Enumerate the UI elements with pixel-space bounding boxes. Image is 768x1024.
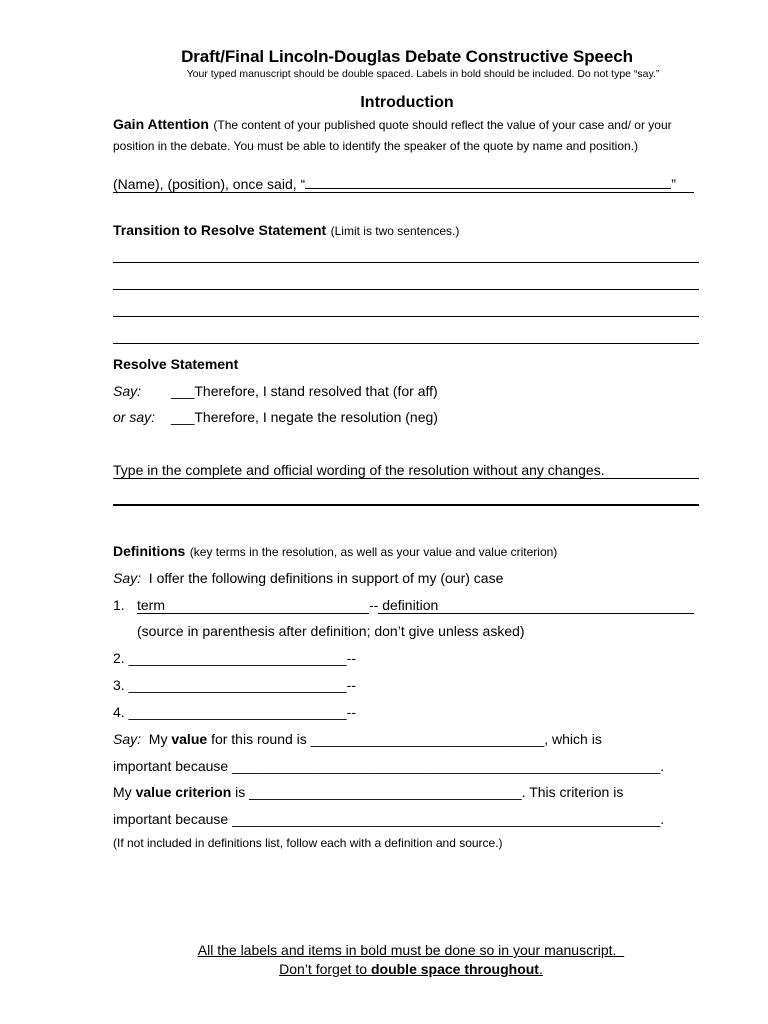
definition-item-3: 3. ____________________________--	[113, 677, 356, 693]
criterion-my: My	[113, 784, 132, 800]
definition-item-2: 2. ____________________________--	[113, 650, 356, 666]
footer-line-2-bold: double space throughout	[370, 961, 539, 977]
resolve-neg-text: ___Therefore, I negate the resolution (neg)	[171, 409, 438, 425]
definitions-note: (key terms in the resolution, as well as your value and value criterion)	[189, 545, 558, 559]
resolution-instruction: Type in the complete and official wording of the resolution without any changes.	[113, 462, 605, 478]
resolve-aff-line	[113, 383, 438, 399]
transition-label: Transition to Resolve Statement	[113, 222, 327, 238]
transition-heading	[113, 222, 459, 240]
value-for-round: for this round is ______________________________, which is	[211, 731, 602, 747]
quote-blank	[305, 188, 671, 189]
page-title: Draft/Final Lincoln-Douglas Debate Constructive Speech	[181, 47, 633, 66]
resolve-neg-line	[113, 409, 438, 425]
resolve-say-label: Say:	[113, 383, 142, 399]
quote-prefix: (Name), (position), once said, “	[113, 176, 306, 192]
footer-line-1	[0, 942, 768, 958]
value-criterion-note: (If not included in definitions list, follow each with a definition and source.)	[113, 836, 503, 850]
quote-suffix: ”	[671, 176, 676, 192]
criterion-rest: is ___________________________________. This criterion is	[235, 784, 624, 800]
definition-term-blank	[137, 597, 369, 614]
resolution-underline-2	[113, 504, 699, 506]
footer-line-2-prefix: Don’t forget to	[279, 961, 371, 977]
footer-line-2-suffix: .	[538, 961, 543, 977]
footer-line-1-text: All the labels and items in bold must be done so in your manuscript.	[197, 942, 617, 958]
gain-attention-note-1: (The content of your published quote should reflect the value of your case and/ or your	[213, 118, 672, 132]
page-subtitle: Your typed manuscript should be double spaced. Labels in bold should be included. Do not type “say.”	[186, 68, 660, 80]
gain-attention-note-2: position in the debate. You must be able to identify the speaker of the quote by name and position.)	[113, 139, 639, 153]
definition-item-4: 4. ____________________________--	[113, 704, 356, 720]
resolve-aff-text: ___Therefore, I stand resolved that (for aff)	[171, 383, 438, 399]
definitions-label: Definitions	[113, 543, 186, 559]
definition-def-blank	[378, 597, 694, 614]
definitions-say-label: Say:	[113, 570, 142, 586]
definition-separator: --	[369, 597, 379, 613]
resolve-statement-label: Resolve Statement	[113, 356, 239, 372]
gain-attention-label: Gain Attention	[113, 116, 209, 132]
value-say-label: Say:	[113, 731, 142, 747]
value-important-line: important because _______________________________________________________.	[113, 758, 665, 774]
transition-line-4	[113, 343, 699, 344]
definition-term-label: term	[137, 597, 165, 613]
resolve-or-say-label: or say:	[113, 409, 156, 425]
definition-item-1	[113, 597, 694, 614]
criterion-word: value criterion	[135, 784, 232, 800]
definition-source-note: (source in parenthesis after definition; don’t give unless asked)	[137, 623, 525, 639]
value-my: My	[148, 731, 168, 747]
definitions-intro-line	[113, 570, 503, 586]
definitions-intro: I offer the following definitions in support of my (our) case	[148, 570, 504, 586]
footer-line-2	[0, 961, 768, 977]
transition-line-1	[113, 262, 699, 263]
gain-attention-line1	[113, 116, 672, 134]
definition-item-1-number: 1.	[113, 597, 125, 613]
resolution-underline-1	[113, 478, 699, 479]
quote-line	[113, 176, 676, 192]
value-line	[113, 731, 602, 747]
criterion-line	[113, 784, 623, 800]
definition-def-label: definition	[382, 597, 439, 613]
quote-underline	[113, 192, 694, 193]
definitions-heading	[113, 543, 557, 561]
transition-note: (Limit is two sentences.)	[330, 224, 460, 238]
section-heading-introduction: Introduction	[360, 94, 454, 111]
transition-line-2	[113, 289, 699, 290]
transition-line-3	[113, 316, 699, 317]
value-word: value	[171, 731, 208, 747]
criterion-important-line: important because _______________________________________________________.	[113, 811, 665, 827]
